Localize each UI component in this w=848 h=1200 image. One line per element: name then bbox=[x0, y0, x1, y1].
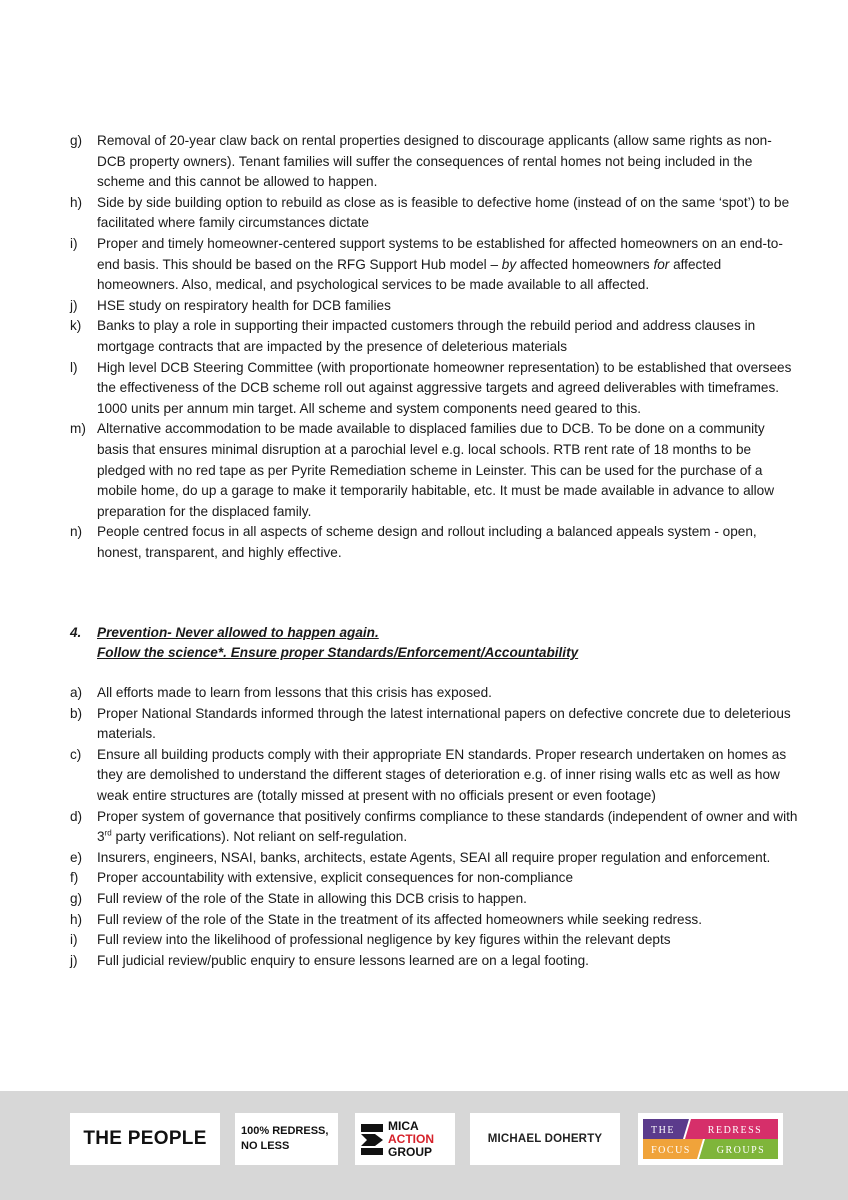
logo-text-line-1: 100% REDRESS, bbox=[241, 1125, 329, 1137]
list-item bbox=[70, 296, 800, 317]
list-item bbox=[70, 848, 800, 869]
list-item bbox=[70, 131, 800, 193]
list-item bbox=[70, 930, 800, 951]
list-item-text: Removal of 20-year claw back on rental properties designed to discourage applicants (allow same rights as non-DCB property owners). Tenant families will suffer the consequences of rental homes not being included in the scheme and this cannot be allowed to happen. bbox=[97, 133, 772, 190]
section-4-heading bbox=[70, 623, 578, 663]
list-marker: l) bbox=[70, 359, 78, 375]
list-item-text: Full review of the role of the State in the treatment of its affected homeowners while seeking redress. bbox=[97, 911, 702, 927]
list-item-text: Banks to play a role in supporting their impacted customers through the rebuild period and address clauses in mortgage contracts that are impacted by the presence of deleterious materials bbox=[97, 318, 756, 354]
list-item bbox=[70, 910, 800, 931]
list-item bbox=[70, 745, 800, 807]
list-item bbox=[70, 951, 800, 972]
text-segment: affected homeowners bbox=[516, 256, 654, 272]
list-marker: n) bbox=[70, 524, 83, 540]
michael-doherty-logo bbox=[470, 1113, 620, 1165]
list-item-text: Insurers, engineers, NSAI, banks, architects, estate Agents, SEAI all require proper regulation and enforcement. bbox=[97, 849, 771, 865]
list-marker: b) bbox=[70, 705, 83, 721]
list-item bbox=[70, 193, 800, 234]
list-marker: g) bbox=[70, 133, 83, 148]
superscript: rd bbox=[104, 828, 112, 838]
list-marker: a) bbox=[70, 685, 83, 700]
logo-text: THE PEOPLE bbox=[83, 1128, 207, 1149]
section-3-list bbox=[70, 131, 800, 563]
list-marker: j) bbox=[70, 952, 78, 968]
text-segment: Proper system of governance that positively confirms compliance to these standards (independent of owner and with 3 bbox=[97, 808, 798, 845]
list-marker: f) bbox=[70, 870, 79, 886]
list-item bbox=[70, 889, 800, 910]
list-item bbox=[70, 807, 800, 848]
list-marker: g) bbox=[70, 890, 83, 906]
mica-arrow-icon bbox=[361, 1122, 383, 1156]
list-item-text: People centred focus in all aspects of scheme design and rollout including a balanced appeals system - open, honest, transparent, and highly effective. bbox=[97, 524, 757, 560]
list-item-text: Side by side building option to rebuild as close as is feasible to defective home (instead of on the same ‘spot’) to be facilitated where family circumstances dictate bbox=[97, 194, 790, 231]
mica-action-group-logo bbox=[355, 1113, 455, 1165]
list-item bbox=[70, 704, 800, 745]
focus-groups-mark bbox=[643, 1119, 778, 1159]
redress-logo bbox=[235, 1113, 338, 1165]
list-item-text bbox=[97, 809, 797, 845]
logo-text-line-1: MICA bbox=[388, 1118, 419, 1133]
list-item-text: Full judicial review/public enquiry to ensure lessons learned are on a legal footing. bbox=[97, 952, 589, 968]
the-people-logo bbox=[70, 1113, 220, 1165]
list-item bbox=[70, 683, 800, 704]
focus-word-the: THE bbox=[651, 1125, 675, 1136]
section-title-line-1: Prevention- Never allowed to happen again. bbox=[97, 625, 379, 640]
list-item-text: HSE study on respiratory health for DCB families bbox=[97, 297, 391, 313]
emphasis-for: for bbox=[653, 256, 670, 272]
list-item bbox=[70, 358, 800, 420]
focus-word-focus: FOCUS bbox=[651, 1145, 691, 1156]
logo-text-line-2: ACTION bbox=[388, 1131, 434, 1146]
list-item-text: Proper National Standards informed through the latest international papers on defective concrete due to deleterious materials. bbox=[97, 705, 791, 742]
list-item-text: Ensure all building products comply with their appropriate EN standards. Proper research undertaken on homes as they are demolished to understand the different stages of deterioration e.g. of inner rising walls etc as well as how weak entire structures are (totally missed at present with no officials present or even footage) bbox=[97, 746, 787, 803]
list-item-text: Full review of the role of the State in allowing this DCB crisis to happen. bbox=[97, 890, 527, 906]
list-item bbox=[70, 868, 800, 889]
text-segment: Proper and timely homeowner-centered support systems to be established for affected homeowners on an end-to-end basis. This should be based on the RFG Support Hub model – bbox=[97, 235, 783, 272]
list-marker: i) bbox=[70, 235, 78, 251]
text-segment: affected homeowners. Also, medical, and psychological services to be made available to all affected. bbox=[97, 256, 722, 293]
list-item-text bbox=[97, 236, 783, 292]
list-item bbox=[70, 419, 800, 522]
list-marker: m) bbox=[70, 421, 86, 437]
list-marker: j) bbox=[70, 297, 78, 313]
emphasis-by: by bbox=[501, 256, 517, 272]
list-marker: c) bbox=[70, 746, 82, 762]
list-marker: d) bbox=[70, 808, 83, 824]
section-title-line-2: Follow the science*. Ensure proper Standards/Enforcement/Accountability bbox=[97, 645, 579, 660]
focus-word-groups: GROUPS bbox=[716, 1145, 766, 1156]
footer-logo-bar bbox=[0, 1091, 848, 1200]
list-item-text: High level DCB Steering Committee (with proportionate homeowner representation) to be established that oversees the effectiveness of the DCB scheme roll out against aggressive targets and agreed deliverables with timeframes. 1000 units per annum min target. All scheme and system components need geared to this. bbox=[97, 359, 792, 416]
logo-text-line-2: NO LESS bbox=[241, 1140, 290, 1152]
list-item bbox=[70, 522, 800, 563]
logo-text-line-3: GROUP bbox=[388, 1144, 433, 1159]
logo-text: MICHAEL DOHERTY bbox=[487, 1133, 603, 1145]
redress-focus-groups-logo bbox=[638, 1113, 783, 1165]
list-item bbox=[70, 316, 800, 357]
list-marker: k) bbox=[70, 318, 82, 334]
section-number: 4. bbox=[70, 625, 82, 640]
list-marker: h) bbox=[70, 194, 83, 210]
focus-word-redress: REDRESS bbox=[707, 1125, 763, 1136]
list-item-text: Full review into the likelihood of professional negligence by key figures within the relevant depts bbox=[97, 932, 671, 948]
list-marker: e) bbox=[70, 849, 83, 865]
list-item-text: Alternative accommodation to be made available to displaced families due to DCB. To be done on a community basis that ensures minimal disruption at a parochial level e.g. local schools. RTB rent rate of 18 months to be pledged with no red tape as per Pyrite Remediation scheme in Leinster. This can be used for the purchase of a mobile home, do up a garage to make it temporarily habitable, etc. It must be made available in advance to allow preparation for the displaced family. bbox=[97, 421, 775, 519]
list-marker: h) bbox=[70, 911, 83, 927]
list-item bbox=[70, 234, 800, 296]
list-marker: i) bbox=[70, 932, 78, 948]
list-item-text: All efforts made to learn from lessons that this crisis has exposed. bbox=[97, 685, 492, 700]
section-4-list bbox=[70, 683, 800, 971]
list-item-text: Proper accountability with extensive, explicit consequences for non-compliance bbox=[97, 870, 574, 886]
text-segment: party verifications). Not reliant on self-regulation. bbox=[111, 829, 408, 845]
